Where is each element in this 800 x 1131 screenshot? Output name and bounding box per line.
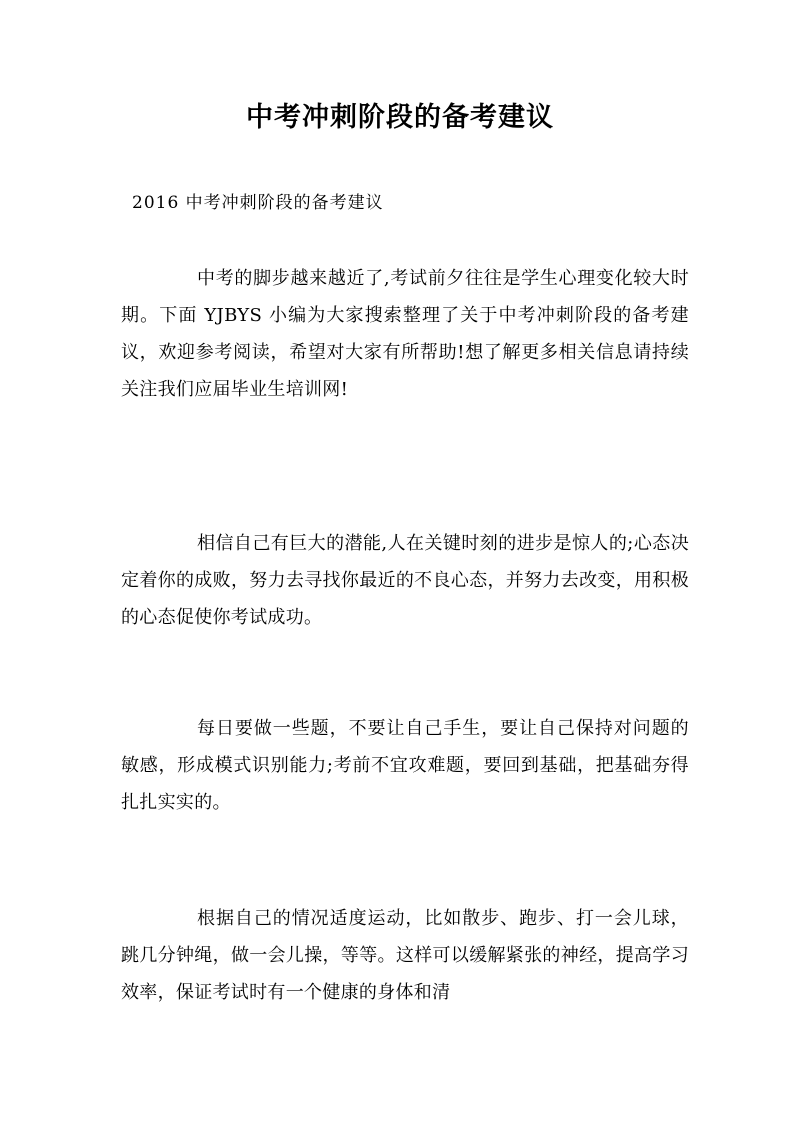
paragraph-intro: 中考的脚步越来越近了,考试前夕往往是学生心理变化较大时期。下面 YJBYS 小编为大家搜索整理了关于中考冲刺阶段的备考建议，欢迎参考阅读，希望对大家有所帮助!想了解更多相关信息请持续关注我们应届毕业生培训网! xyxy=(121,268,689,400)
paragraph-exercise: 根据自己的情况适度运动，比如散步、跑步、打一会儿球，跳几分钟绳，做一会儿操，等等。这样可以缓解紧张的神经，提高学习效率，保证考试时有一个健康的身体和清 xyxy=(121,908,689,1003)
document-subtitle: 2016 中考冲刺阶段的备考建议 xyxy=(132,193,384,213)
document-title: 中考冲刺阶段的备考建议 xyxy=(246,102,554,133)
paragraph-mindset: 相信自己有巨大的潜能,人在关键时刻的进步是惊人的;心态决定着你的成败，努力去寻找你最近的不良心态，并努力去改变，用积极的心态促使你考试成功。 xyxy=(121,533,689,628)
paragraph-practice: 每日要做一些题，不要让自己手生，要让自己保持对问题的敏感，形成模式识别能力;考前不宜攻难题，要回到基础，把基础夯得扎扎实实的。 xyxy=(121,718,689,813)
